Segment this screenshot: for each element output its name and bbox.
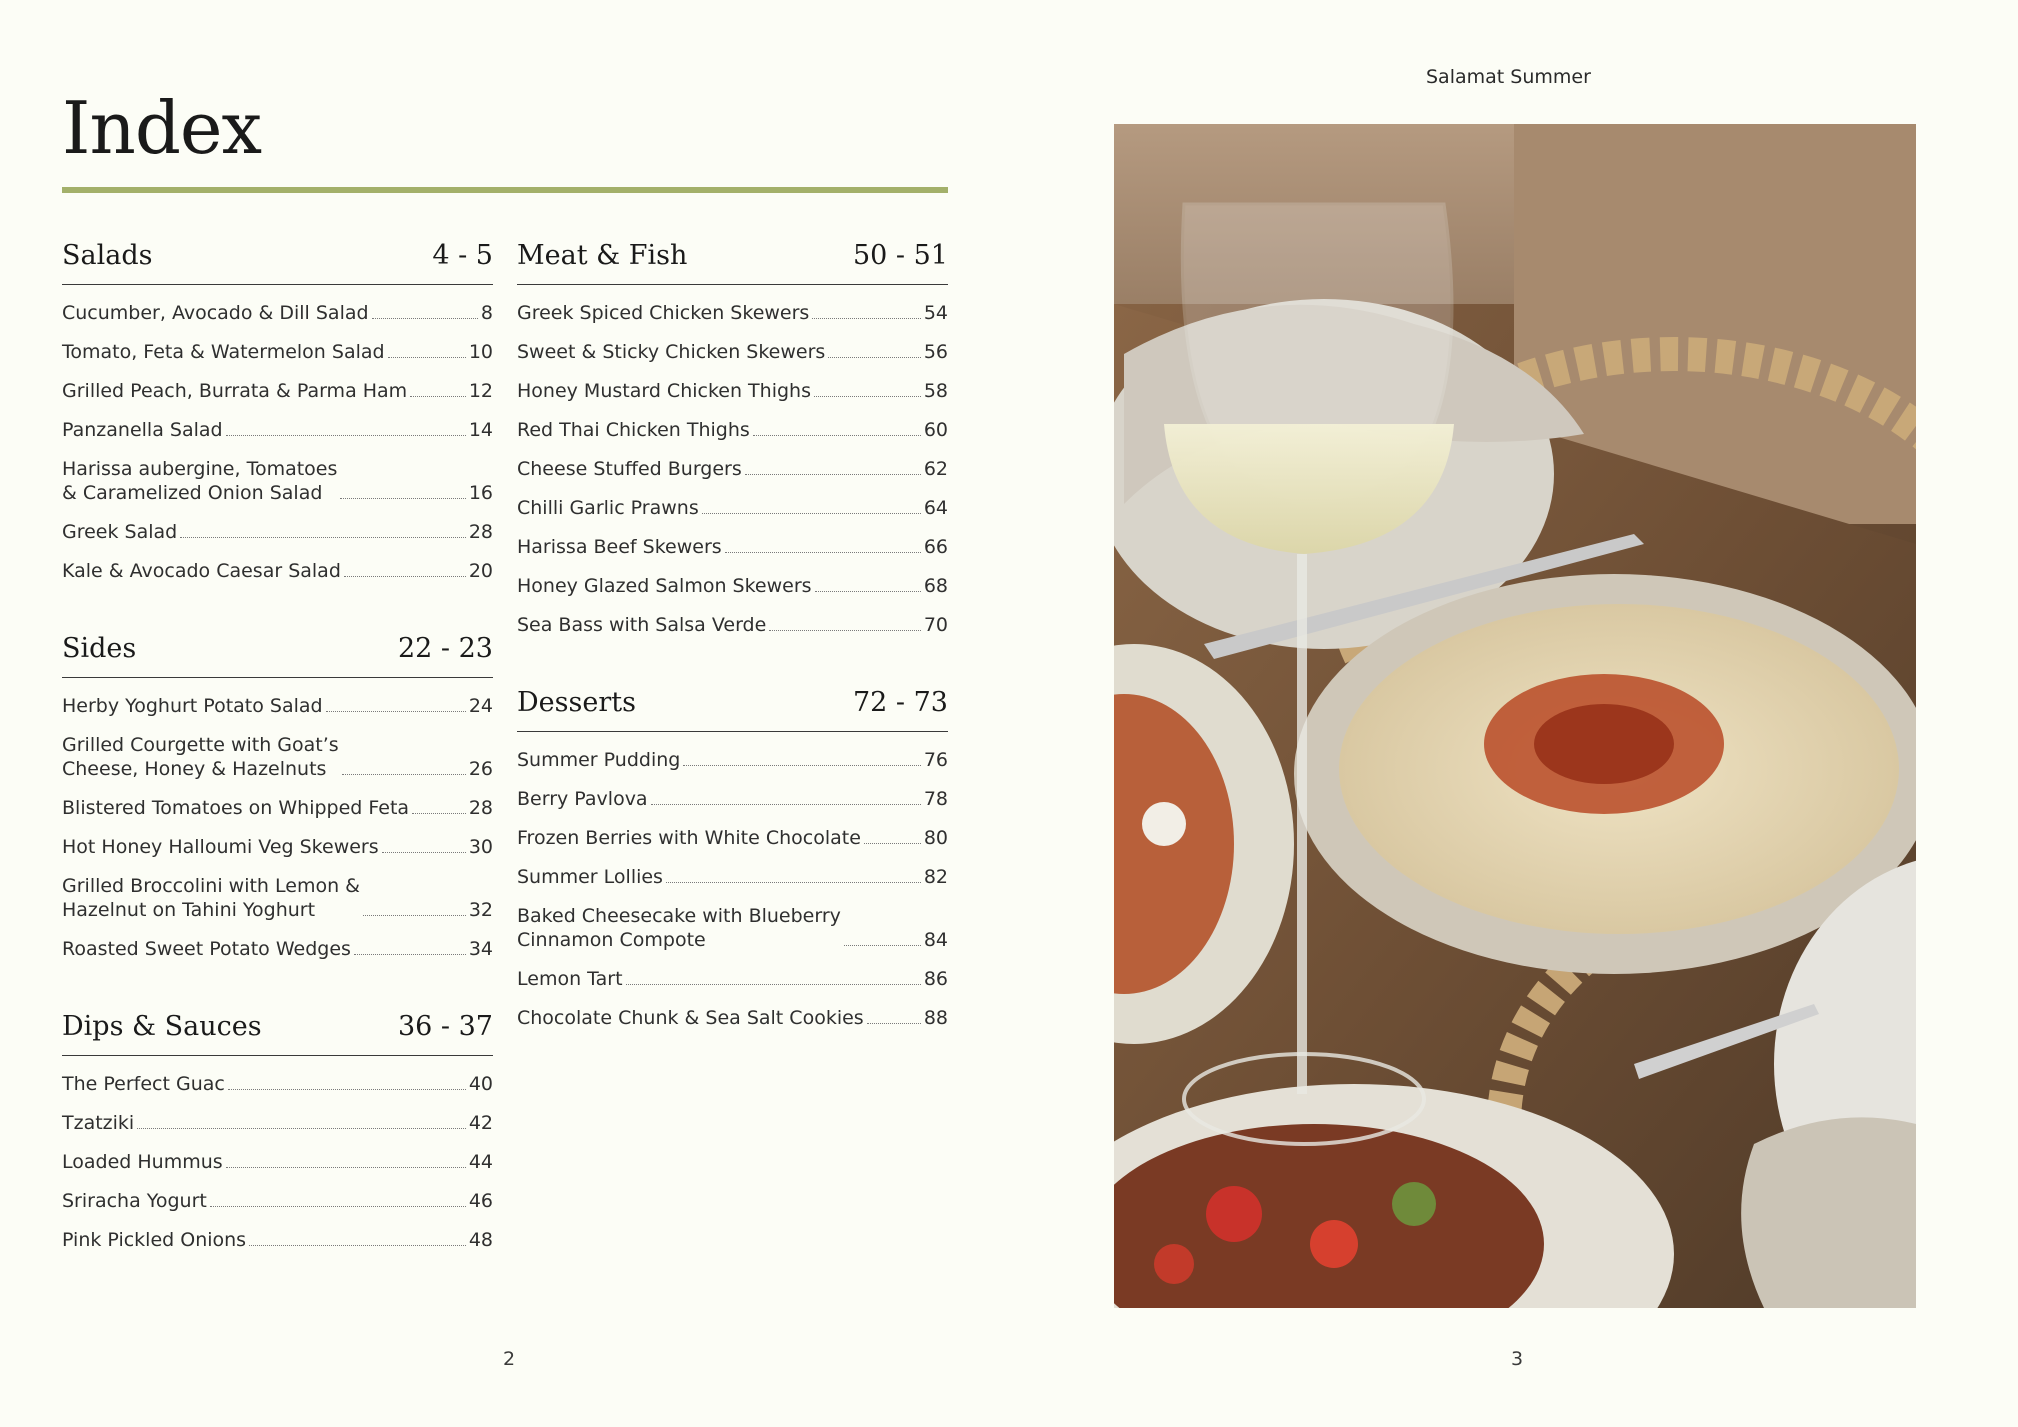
entry-name-line: Greek Salad xyxy=(62,521,178,543)
entry-name-line: Kale & Avocado Caesar Salad xyxy=(62,560,341,582)
entry-name-line: Panzanella Salad xyxy=(62,419,223,441)
entry-page-number: 76 xyxy=(923,749,948,771)
entry-page-number: 34 xyxy=(468,938,493,960)
entry-page-number: 66 xyxy=(923,536,948,558)
index-entry xyxy=(517,613,948,637)
entry-name-line: Lemon Tart xyxy=(517,968,623,990)
entry-name-line: Cucumber, Avocado & Dill Salad xyxy=(62,302,369,324)
entry-page-number: 68 xyxy=(923,575,948,597)
dot-leader xyxy=(382,852,466,853)
entry-page-number: 8 xyxy=(480,302,493,324)
entry-name-line: Pink Pickled Onions xyxy=(62,1229,247,1251)
entry-name-line: Loaded Hummus xyxy=(62,1151,223,1173)
entry-name-line: Berry Pavlova xyxy=(517,788,648,810)
index-entry xyxy=(62,1111,493,1135)
entry-name-line: Sweet & Sticky Chicken Skewers xyxy=(517,341,826,363)
index-entry-list xyxy=(62,694,493,961)
section-heading xyxy=(517,240,948,285)
entry-page-number: 26 xyxy=(468,758,493,780)
entry-page-number: 48 xyxy=(468,1229,493,1251)
dot-leader xyxy=(626,984,921,985)
index-entry xyxy=(62,1072,493,1096)
dot-leader xyxy=(815,591,921,592)
index-entry xyxy=(62,520,493,544)
entry-page-number: 82 xyxy=(923,866,948,888)
index-entry xyxy=(62,874,493,922)
entry-name xyxy=(517,613,766,637)
index-entry xyxy=(62,835,493,859)
dot-leader xyxy=(683,765,920,766)
entry-page-number: 20 xyxy=(468,560,493,582)
index-entry xyxy=(62,379,493,403)
dot-leader xyxy=(812,318,920,319)
entry-name xyxy=(517,865,663,889)
entry-name xyxy=(517,748,680,772)
entry-name xyxy=(517,574,812,598)
entry-page-number: 62 xyxy=(923,458,948,480)
entry-name xyxy=(62,1072,225,1096)
page-title: Index xyxy=(62,86,262,170)
entry-name xyxy=(517,826,861,850)
section-page-range: 4 - 5 xyxy=(432,240,493,271)
entry-name xyxy=(62,1150,223,1174)
section-title: Desserts xyxy=(517,687,636,718)
entry-name-line: Blistered Tomatoes on Whipped Feta xyxy=(62,797,410,819)
dot-leader xyxy=(410,396,466,397)
index-entry xyxy=(517,967,948,991)
entry-name xyxy=(62,340,385,364)
entry-name xyxy=(62,379,407,403)
dot-leader xyxy=(249,1245,466,1246)
section-heading xyxy=(517,687,948,732)
dot-leader xyxy=(210,1206,466,1207)
dot-leader xyxy=(745,474,921,475)
index-entry xyxy=(517,865,948,889)
index-entry xyxy=(62,301,493,325)
index-entry xyxy=(62,418,493,442)
dot-leader xyxy=(226,435,466,436)
entry-page-number: 78 xyxy=(923,788,948,810)
section-page-range: 36 - 37 xyxy=(397,1011,493,1042)
entry-name-line: Hazelnut on Tahini Yoghurt xyxy=(62,899,316,921)
entry-name-line: Cheese, Honey & Hazelnuts xyxy=(62,758,327,780)
dot-leader xyxy=(725,552,921,553)
entry-page-number: 32 xyxy=(468,899,493,921)
index-entry xyxy=(517,1006,948,1030)
index-entry xyxy=(62,796,493,820)
index-entry xyxy=(62,1228,493,1252)
entry-name xyxy=(517,904,841,952)
entry-page-number: 64 xyxy=(923,497,948,519)
index-entry xyxy=(517,535,948,559)
entry-name xyxy=(517,787,648,811)
entry-name-line: Harissa Beef Skewers xyxy=(517,536,722,558)
entry-name xyxy=(62,457,337,505)
entry-name xyxy=(517,535,722,559)
index-entry-list xyxy=(517,301,948,637)
entry-name xyxy=(517,379,811,403)
entry-name xyxy=(517,418,750,442)
index-entry xyxy=(517,904,948,952)
entry-name xyxy=(62,1189,207,1213)
dot-leader xyxy=(226,1167,466,1168)
entry-name-line: Sriracha Yogurt xyxy=(62,1190,207,1212)
index-entry xyxy=(62,733,493,781)
dot-leader xyxy=(412,813,466,814)
dot-leader xyxy=(702,513,921,514)
dot-leader xyxy=(344,576,466,577)
entry-name-line: Hot Honey Halloumi Veg Skewers xyxy=(62,836,379,858)
section-title: Salads xyxy=(62,240,153,271)
entry-name-line: Chilli Garlic Prawns xyxy=(517,497,699,519)
entry-name-line: Chocolate Chunk & Sea Salt Cookies xyxy=(517,1007,864,1029)
entry-name xyxy=(62,301,369,325)
entry-name xyxy=(62,733,339,781)
index-section xyxy=(62,240,493,583)
food-photo xyxy=(1114,124,1916,1308)
dot-leader xyxy=(864,843,921,844)
entry-name-line: Cinnamon Compote xyxy=(517,929,706,951)
index-entry-list xyxy=(517,748,948,1030)
index-entry xyxy=(517,826,948,850)
entry-name-line: Summer Pudding xyxy=(517,749,681,771)
entry-name-line: & Caramelized Onion Salad xyxy=(62,482,323,504)
entry-page-number: 40 xyxy=(468,1073,493,1095)
entry-name xyxy=(62,835,379,859)
entry-page-number: 42 xyxy=(468,1112,493,1134)
entry-name xyxy=(62,1228,246,1252)
entry-name-line: Grilled Peach, Burrata & Parma Ham xyxy=(62,380,408,402)
index-entry xyxy=(62,559,493,583)
entry-name-line: Baked Cheesecake with Blueberry xyxy=(517,905,841,927)
dot-leader xyxy=(828,357,920,358)
entry-page-number: 10 xyxy=(468,341,493,363)
section-title: Dips & Sauces xyxy=(62,1011,262,1042)
entry-page-number: 88 xyxy=(923,1007,948,1029)
entry-name-line: Tomato, Feta & Watermelon Salad xyxy=(62,341,385,363)
dot-leader xyxy=(340,498,465,499)
dot-leader xyxy=(666,882,921,883)
entry-name-line: Cheese Stuffed Burgers xyxy=(517,458,742,480)
title-divider xyxy=(62,187,948,193)
entry-name-line: Roasted Sweet Potato Wedges xyxy=(62,938,351,960)
index-section xyxy=(62,1011,493,1252)
index-entry xyxy=(517,379,948,403)
index-entry-list xyxy=(62,1072,493,1252)
section-heading xyxy=(62,240,493,285)
index-entry xyxy=(62,694,493,718)
entry-name-line: Grilled Courgette with Goat’s xyxy=(62,734,339,756)
entry-name-line: Harissa aubergine, Tomatoes xyxy=(62,458,338,480)
entry-name-line: Summer Lollies xyxy=(517,866,663,888)
entry-name xyxy=(62,874,360,922)
entry-page-number: 84 xyxy=(923,929,948,951)
index-column-right xyxy=(517,240,948,1080)
entry-name xyxy=(517,301,809,325)
entry-name xyxy=(517,967,623,991)
entry-page-number: 56 xyxy=(923,341,948,363)
dot-leader xyxy=(137,1128,466,1129)
entry-name-line: Grilled Broccolini with Lemon & xyxy=(62,875,360,897)
dot-leader xyxy=(388,357,466,358)
entry-page-number: 24 xyxy=(468,695,493,717)
entry-page-number: 58 xyxy=(923,380,948,402)
dot-leader xyxy=(372,318,478,319)
entry-page-number: 12 xyxy=(468,380,493,402)
index-entry xyxy=(62,937,493,961)
entry-name xyxy=(62,418,223,442)
index-entry xyxy=(62,1150,493,1174)
entry-name-line: Sea Bass with Salsa Verde xyxy=(517,614,767,636)
dot-leader xyxy=(354,954,466,955)
page-number-right: 3 xyxy=(1511,1348,1524,1370)
entry-page-number: 28 xyxy=(468,521,493,543)
entry-name xyxy=(517,457,742,481)
index-entry-list xyxy=(62,301,493,583)
dot-leader xyxy=(814,396,921,397)
dot-leader xyxy=(342,774,466,775)
entry-name xyxy=(517,340,825,364)
page-number-left: 2 xyxy=(503,1348,516,1370)
index-entry xyxy=(62,1189,493,1213)
entry-page-number: 80 xyxy=(923,827,948,849)
section-heading xyxy=(62,633,493,678)
entry-name-line: Herby Yoghurt Potato Salad xyxy=(62,695,323,717)
entry-page-number: 30 xyxy=(468,836,493,858)
index-entry xyxy=(62,457,493,505)
entry-page-number: 60 xyxy=(923,419,948,441)
entry-page-number: 70 xyxy=(923,614,948,636)
dot-leader xyxy=(651,804,921,805)
index-entry xyxy=(517,457,948,481)
entry-name-line: Honey Mustard Chicken Thighs xyxy=(517,380,811,402)
entry-name-line: Red Thai Chicken Thighs xyxy=(517,419,750,441)
entry-page-number: 28 xyxy=(468,797,493,819)
dot-leader xyxy=(363,915,466,916)
index-entry xyxy=(517,340,948,364)
index-column-left xyxy=(62,240,493,1302)
entry-name-line: Tzatziki xyxy=(62,1112,135,1134)
entry-page-number: 54 xyxy=(923,302,948,324)
entry-name xyxy=(62,559,341,583)
section-page-range: 72 - 73 xyxy=(852,687,948,718)
entry-name-line: The Perfect Guac xyxy=(62,1073,225,1095)
entry-name xyxy=(517,496,699,520)
index-entry xyxy=(517,748,948,772)
index-entry xyxy=(517,418,948,442)
entry-name xyxy=(62,1111,134,1135)
running-head: Salamat Summer xyxy=(1426,66,1591,88)
index-section xyxy=(517,687,948,1030)
entry-name-line: Honey Glazed Salmon Skewers xyxy=(517,575,812,597)
entry-name xyxy=(62,796,409,820)
entry-page-number: 46 xyxy=(468,1190,493,1212)
entry-name-line: Frozen Berries with White Chocolate xyxy=(517,827,861,849)
entry-page-number: 86 xyxy=(923,968,948,990)
index-entry xyxy=(62,340,493,364)
section-page-range: 50 - 51 xyxy=(852,240,948,271)
dot-leader xyxy=(844,945,921,946)
section-heading xyxy=(62,1011,493,1056)
section-page-range: 22 - 23 xyxy=(397,633,493,664)
entry-page-number: 16 xyxy=(468,482,493,504)
index-entry xyxy=(517,574,948,598)
dot-leader xyxy=(326,711,466,712)
index-entry xyxy=(517,301,948,325)
index-entry xyxy=(517,496,948,520)
entry-name xyxy=(517,1006,864,1030)
entry-page-number: 14 xyxy=(468,419,493,441)
dot-leader xyxy=(753,435,921,436)
dot-leader xyxy=(228,1089,466,1090)
entry-name xyxy=(62,520,177,544)
entry-name xyxy=(62,694,323,718)
entry-name-line: Greek Spiced Chicken Skewers xyxy=(517,302,810,324)
entry-page-number: 44 xyxy=(468,1151,493,1173)
dot-leader xyxy=(769,630,921,631)
section-title: Meat & Fish xyxy=(517,240,688,271)
entry-name xyxy=(62,937,351,961)
section-title: Sides xyxy=(62,633,137,664)
index-section xyxy=(62,633,493,961)
dot-leader xyxy=(180,537,466,538)
dot-leader xyxy=(867,1023,921,1024)
index-section xyxy=(517,240,948,637)
index-entry xyxy=(517,787,948,811)
